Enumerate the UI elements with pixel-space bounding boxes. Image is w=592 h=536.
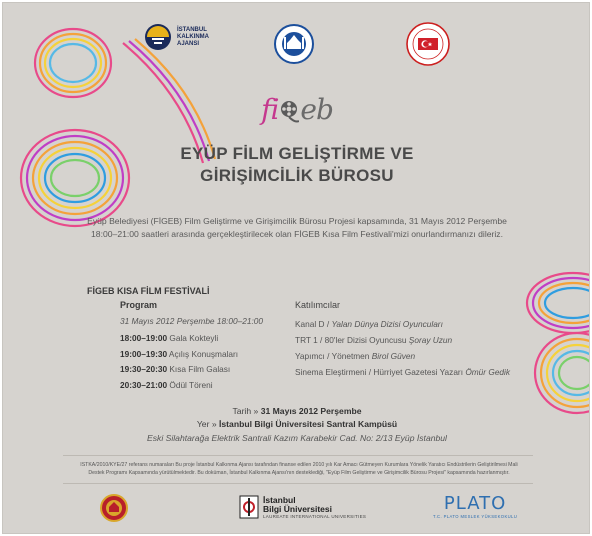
funding-notice-line-2: Destek Programı Kapsamında yürütülmektedir. Bu doküman, İstanbul Kalkınma Ajansı'nın desteklediği, "Eyüp Film Geliştirme ve Girişimcilik Bürosu Projesi" kapsamında hazırlanmıştır. (88, 470, 510, 477)
participant-role: Sinema Eleştirmeni / Hürriyet Gazetesi Yazarı (295, 367, 466, 377)
participants-list (295, 316, 510, 380)
plato-logo (433, 493, 517, 519)
participant-item (295, 332, 510, 348)
program-item (120, 331, 238, 347)
event-place (3, 419, 590, 429)
program-item (120, 362, 238, 378)
participant-role: Kanal D / (295, 319, 332, 329)
program-event: Açılış Konuşmaları (168, 348, 239, 359)
plato-wordmark: PLATO (443, 493, 507, 514)
title-line-2: GİRİŞİMCİLİK BÜROSU (200, 166, 394, 185)
invitation-card (2, 2, 590, 534)
program-time: 19:00–19:30 (120, 348, 168, 359)
participant-name: Şoray Uzun (408, 335, 453, 345)
program-time: 20:30–21:00 (120, 379, 168, 390)
participant-role: Yapımcı / Yönetmen (295, 351, 372, 361)
date-label: Tarih » (232, 406, 259, 416)
university-emblem-icon (239, 495, 259, 519)
invitation-text (65, 215, 529, 241)
footer-divider (63, 455, 533, 456)
agency-logo-text: İSTANBUL KALKINMA AJANSI (177, 26, 209, 47)
title-line-1: EYÜP FİLM GELİŞTİRME VE (180, 144, 414, 163)
ministry-seal-icon (405, 21, 451, 67)
place-label: Yer » (196, 419, 217, 429)
university-name-1: İstanbul (263, 494, 296, 505)
agency-emblem-icon (143, 21, 173, 53)
funding-notice-line-1: ISTKA/2010/KYE/27 referans numaraları Bu proje İstanbul Kalkınma Ajansı tarafından finanse edilen 2010 yılı Kar Amacı Gütmeyen Kurumlara Yönelik Yaratıcı Endüstrilerin Geliştirilmesi Mali (80, 462, 518, 468)
program-event: Kısa Film Galası (169, 364, 231, 374)
university-subtitle: LAUREATE INTERNATIONAL UNIVERSITIES (263, 513, 367, 519)
program-heading: Program (120, 300, 158, 310)
figeb-logo (3, 93, 590, 126)
event-address: Eski Silahtarağa Elektrik Santrali Kazım Karabekir Cad. No: 2/13 Eyüp İstanbul (147, 433, 447, 443)
date-value: 31 Mayıs 2012 Perşembe (260, 406, 362, 416)
participant-name: Birol Güven (371, 351, 416, 361)
university-name-2: Bilgi Üniversitesi (263, 503, 332, 514)
place-value: İstanbul Bilgi Üniversitesi Santral Kampüsü (219, 419, 398, 429)
invitation-line-1: Eyüp Belediyesi (FİGEB) Film Geliştirme ve Girişimcilik Bürosu Projesi kapsamında, 31 Mayıs 2012 Perşembe (87, 216, 507, 226)
plato-subtitle: T.C. PLATO MESLEK YÜKSEKOKULU (433, 514, 518, 519)
municipality-seal-icon (273, 23, 315, 65)
participants-heading: Katılımcılar (295, 300, 341, 310)
figeb-logo-pink: fi (261, 93, 279, 126)
event-date (3, 406, 590, 416)
participant-item (295, 364, 510, 380)
program-event: Gala Kokteyli (169, 333, 219, 343)
festival-title: FİGEB KISA FİLM FESTİVALİ (87, 286, 210, 296)
page-title (3, 143, 590, 187)
program-event: Ödül Töreni (169, 379, 213, 390)
figeb-logo-gray: eb (300, 93, 333, 126)
footer-divider (63, 483, 533, 484)
participant-role: TRT 1 / 80'ler Dizisi Oyuncusu (295, 335, 409, 345)
participant-name: Ömür Gedik (465, 367, 511, 377)
university-logo (239, 495, 366, 519)
program-item (120, 347, 238, 363)
funding-notice (71, 461, 527, 478)
program-time: 19:30–20:30 (120, 364, 168, 374)
film-reel-icon (279, 99, 299, 125)
program-date: 31 Mayıs 2012 Perşembe 18:00–21:00 (120, 316, 263, 326)
development-agency-logo (143, 21, 209, 53)
program-time: 18:00–19:00 (120, 333, 168, 343)
participant-name: Yalan Dünya Dizisi Oyuncuları (331, 319, 443, 329)
participant-item (295, 348, 510, 364)
municipality-emblem-icon (99, 493, 129, 523)
participant-item (295, 316, 510, 332)
program-item (120, 378, 238, 394)
invitation-line-2: 18:00–21:00 saatleri arasında gerçekleştirilecek olan FİGEB Kısa Film Festivali'mizi onurlandırmanızı dileriz. (91, 229, 503, 239)
program-list (120, 331, 238, 393)
